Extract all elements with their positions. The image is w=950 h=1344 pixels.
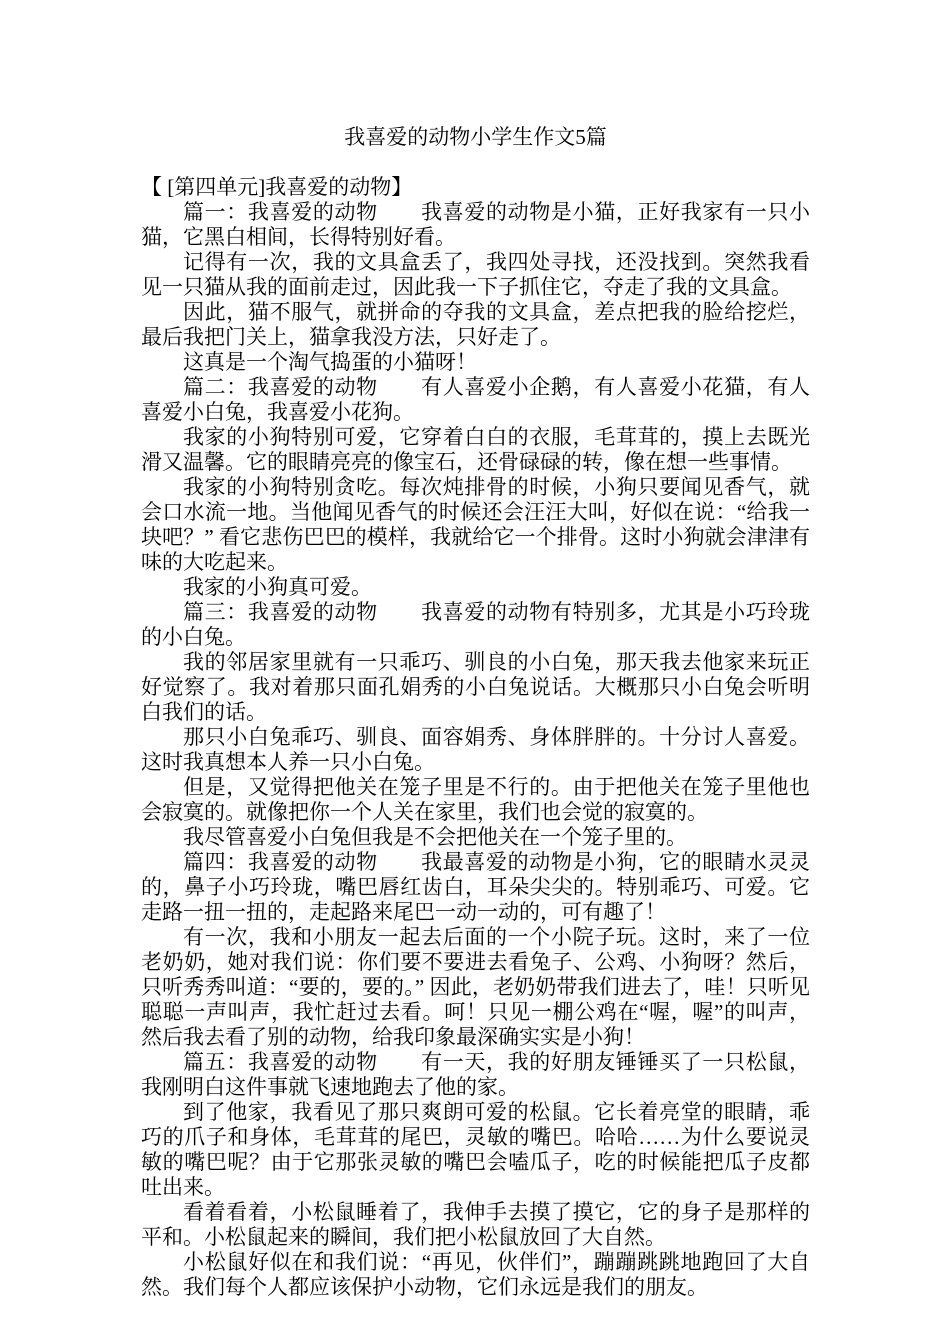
paragraph: 看着看着，小松鼠睡着了，我伸手去摸了摸它，它的身子是那样的平和。小松鼠起来的瞬间，我们把小松鼠放回了大自然。 [141, 1200, 810, 1249]
paragraph: 我尽管喜爱小白兔但我是不会把他关在一个笼子里的。 [183, 825, 687, 849]
paragraph: 篇三：我喜爱的动物 我喜爱的动物有特别多，尤其是小巧玲珑的小白兔。 [141, 600, 810, 649]
paragraph: 那只小白兔乖巧、驯良、面容娟秀、身体胖胖的。十分讨人喜爱。这时我真想本人养一只小白兔。 [141, 725, 810, 774]
paragraph: 篇一：我喜爱的动物 我喜爱的动物是小猫，正好我家有一只小猫，它黑白相间，长得特别好看。 [141, 200, 810, 249]
paragraph: 记得有一次，我的文具盒丢了，我四处寻找，还没找到。突然我看见一只猫从我的面前走过，因此我一下子抓住它，夺走了我的文具盒。 [141, 250, 810, 299]
paragraph: 我家的小狗真可爱。 [183, 575, 372, 599]
paragraph: 因此，猫不服气，就拼命的夺我的文具盒，差点把我的脸给挖烂，最后我把门关上，猫拿我没方法，只好走了。 [141, 300, 810, 349]
section-header: 【 [第四单元]我喜爱的动物】 [141, 175, 413, 199]
document-page [141, 125, 810, 1300]
document-title: 我喜爱的动物小学生作文5篇 [344, 125, 607, 149]
paragraph: 到了他家，我看见了那只爽朗可爱的松鼠。它长着亮堂的眼睛，乖巧的爪子和身体，毛茸茸的尾巴，灵敏的嘴巴。哈哈……为什么要说灵敏的嘴巴呢？由于它那张灵敏的嘴巴会嗑瓜子，吃的时候能把瓜子皮都吐出来。 [141, 1100, 810, 1199]
paragraph: 我的邻居家里就有一只乖巧、驯良的小白兔，那天我去他家来玩正好觉察了。我对着那只面孔娟秀的小白兔说话。大概那只小白兔会听明白我们的话。 [141, 650, 810, 724]
paragraph: 但是，又觉得把他关在笼子里是不行的。由于把他关在笼子里他也会寂寞的。就像把你一个人关在家里，我们也会觉的寂寞的。 [141, 775, 810, 824]
paragraph: 篇二：我喜爱的动物 有人喜爱小企鹅，有人喜爱小花猫，有人喜爱小白兔，我喜爱小花狗。 [141, 375, 810, 424]
paragraph: 这真是一个淘气捣蛋的小猫呀！ [183, 350, 477, 374]
paragraph: 我家的小狗特别可爱，它穿着白白的衣服，毛茸茸的，摸上去既光滑又温馨。它的眼睛亮亮的像宝石，还骨碌碌的转，像在想一些事情。 [141, 425, 810, 474]
paragraph: 我家的小狗特别贪吃。每次炖排骨的时候，小狗只要闻见香气，就会口水流一地。当他闻见香气的时候还会汪汪大叫，好似在说：“给我一块吧？” 看它悲伤巴巴的模样，我就给它一个排骨。这时小狗就会津津有味的大吃起来。 [141, 475, 810, 574]
paragraph: 小松鼠好似在和我们说：“再见，伙伴们”，蹦蹦跳跳地跑回了大自然。我们每个人都应该保护小动物，它们永远是我们的朋友。 [141, 1250, 810, 1299]
paragraph: 篇四：我喜爱的动物 我最喜爱的动物是小狗，它的眼睛水灵灵的，鼻子小巧玲珑，嘴巴唇红齿白，耳朵尖尖的。特别乖巧、可爱。它走路一扭一扭的，走起路来尾巴一动一动的，可有趣了！ [141, 850, 810, 924]
paragraph: 篇五：我喜爱的动物 有一天，我的好朋友锤锤买了一只松鼠，我刚明白这件事就飞速地跑去了他的家。 [141, 1050, 810, 1099]
paragraph: 有一次，我和小朋友一起去后面的一个小院子玩。这时，来了一位老奶奶，她对我们说：你们要不要进去看兔子、公鸡、小狗呀？然后，只听秀秀叫道：“要的，要的。” 因此，老奶奶带我们进去了，哇！只听见聪聪一声叫声，我忙赶过去看。呵！只见一棚公鸡在“喔，喔”的叫声，然后我去看了别的动物，给我印象最深确实实是小狗！ [141, 925, 810, 1049]
document-body [141, 200, 810, 1300]
